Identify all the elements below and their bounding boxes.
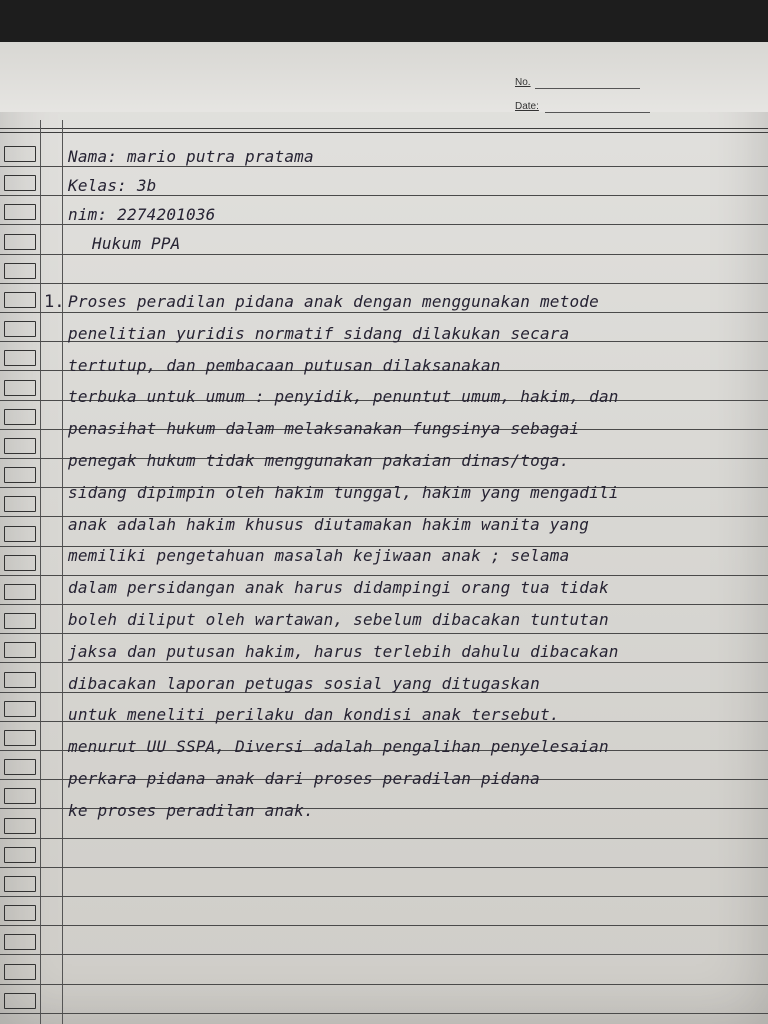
margin-checkbox xyxy=(4,759,36,775)
top-double-rule xyxy=(0,128,768,133)
margin-checkbox xyxy=(4,321,36,337)
ruled-line xyxy=(0,662,768,663)
student-class: Kelas: 3b xyxy=(68,176,157,195)
margin-checkbox xyxy=(4,146,36,162)
margin-checkbox xyxy=(4,496,36,512)
subject-title: Hukum PPA xyxy=(92,234,181,253)
ruled-line xyxy=(0,312,768,313)
margin-checkbox xyxy=(4,642,36,658)
no-label: No. xyxy=(515,77,531,88)
answer-line: perkara pidana anak dari proses peradilan pidana xyxy=(68,769,540,788)
ruled-line xyxy=(0,1013,768,1014)
date-label: Date: xyxy=(515,101,539,112)
answer-line: menurut UU SSPA, Diversi adalah pengalihan penyelesaian xyxy=(68,737,609,756)
margin-checkbox xyxy=(4,672,36,688)
ruled-line xyxy=(0,575,768,576)
margin-checkbox xyxy=(4,350,36,366)
ruled-line xyxy=(0,254,768,255)
margin-checkbox xyxy=(4,263,36,279)
ruled-line xyxy=(0,283,768,284)
margin-checkbox xyxy=(4,613,36,629)
margin-checkbox xyxy=(4,555,36,571)
margin-line-right xyxy=(62,120,63,1024)
margin-checkbox xyxy=(4,788,36,804)
ruled-line xyxy=(0,224,768,225)
answer-line: boleh diliput oleh wartawan, sebelum dibacakan tuntutan xyxy=(68,610,609,629)
margin-checkbox xyxy=(4,467,36,483)
margin-checkbox xyxy=(4,380,36,396)
answer-line: penelitian yuridis normatif sidang dilakukan secara xyxy=(68,324,570,343)
student-nim: nim: 2274201036 xyxy=(68,205,216,224)
answer-line: dalam persidangan anak harus didampingi orang tua tidak xyxy=(68,578,609,597)
margin-checkbox xyxy=(4,818,36,834)
margin-checkbox xyxy=(4,438,36,454)
margin-checkbox xyxy=(4,730,36,746)
margin-checkbox xyxy=(4,526,36,542)
ruled-line xyxy=(0,867,768,868)
ruled-line xyxy=(0,838,768,839)
margin-checkbox xyxy=(4,993,36,1009)
ruled-line xyxy=(0,925,768,926)
answer-line: untuk meneliti perilaku dan kondisi anak tersebut. xyxy=(68,705,560,724)
answer-line: terbuka untuk umum : penyidik, penuntut umum, hakim, dan xyxy=(68,387,619,406)
margin-checkbox xyxy=(4,847,36,863)
page-top-edge xyxy=(0,42,768,112)
answer-line: penegak hukum tidak menggunakan pakaian dinas/toga. xyxy=(68,451,570,470)
ruled-line xyxy=(0,166,768,167)
answer-line: memiliki pengetahuan masalah kejiwaan anak ; selama xyxy=(68,546,570,565)
margin-checkbox xyxy=(4,204,36,220)
margin-line-left xyxy=(40,120,41,1024)
margin-checkbox xyxy=(4,234,36,250)
no-underline xyxy=(535,88,640,89)
student-name: Nama: mario putra pratama xyxy=(68,147,314,166)
margin-checkbox xyxy=(4,905,36,921)
margin-checkbox xyxy=(4,964,36,980)
notebook-page xyxy=(0,42,768,1024)
margin-checkbox xyxy=(4,175,36,191)
margin-checkbox xyxy=(4,584,36,600)
date-underline xyxy=(545,112,650,113)
answer-number: 1. xyxy=(44,292,65,312)
margin-checkbox xyxy=(4,409,36,425)
ruled-line xyxy=(0,896,768,897)
ruled-line xyxy=(0,984,768,985)
margin-checkbox xyxy=(4,701,36,717)
answer-line: penasihat hukum dalam melaksanakan fungsinya sebagai xyxy=(68,419,580,438)
answer-line: jaksa dan putusan hakim, harus terlebih dahulu dibacakan xyxy=(68,642,619,661)
margin-checkbox xyxy=(4,292,36,308)
answer-line: anak adalah hakim khusus diutamakan hakim wanita yang xyxy=(68,515,590,534)
answer-line: tertutup, dan pembacaan putusan dilaksanakan xyxy=(68,356,501,375)
answer-line: ke proses peradilan anak. xyxy=(68,801,314,820)
ruled-line xyxy=(0,954,768,955)
margin-checkbox xyxy=(4,876,36,892)
answer-line: Proses peradilan pidana anak dengan menggunakan metode xyxy=(68,292,599,311)
ruled-line xyxy=(0,604,768,605)
answer-line: dibacakan laporan petugas sosial yang ditugaskan xyxy=(68,674,540,693)
answer-line: sidang dipimpin oleh hakim tunggal, hakim yang mengadili xyxy=(68,483,619,502)
ruled-line xyxy=(0,195,768,196)
ruled-line xyxy=(0,633,768,634)
margin-checkbox xyxy=(4,934,36,950)
